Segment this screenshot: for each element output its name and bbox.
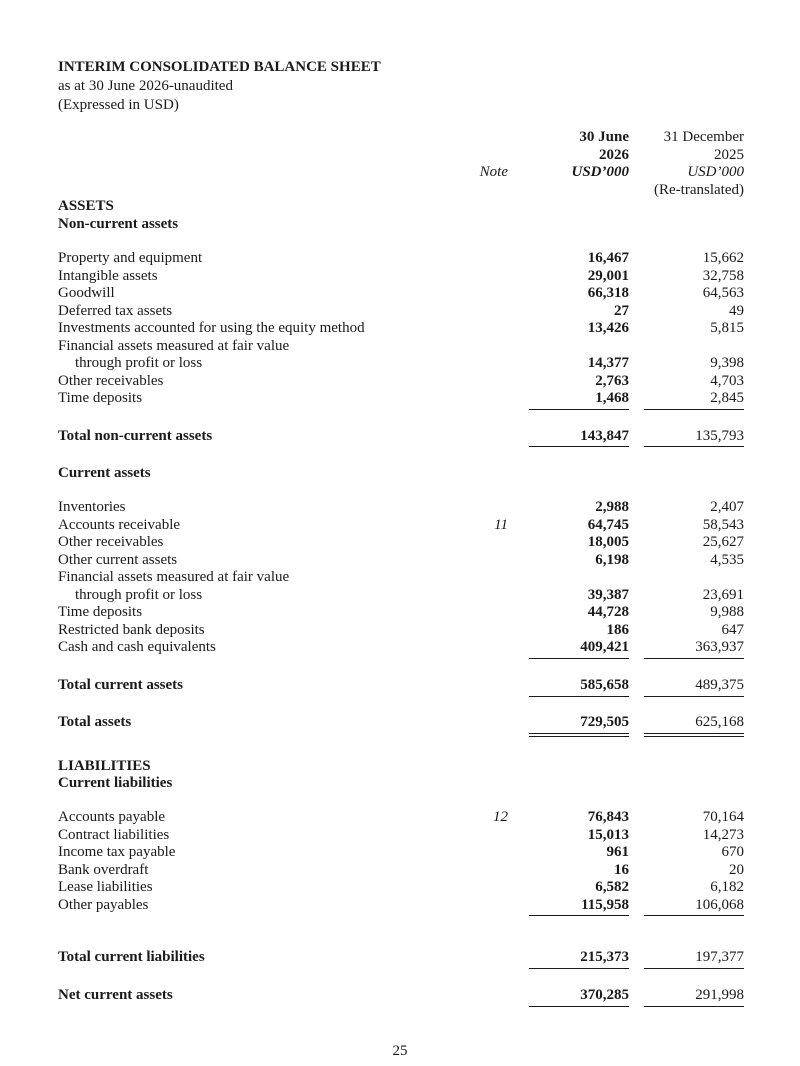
row-previous-value: 363,937 [695,639,744,655]
row-current-value: 1,468 [595,390,629,406]
row-current-value: 16,467 [587,250,629,266]
assets-heading: ASSETS [58,198,114,214]
row-note: 11 [494,516,508,533]
total-previous-value: 625,168 [695,714,744,730]
total-previous-value: 291,998 [695,987,744,1003]
table-row [58,879,744,897]
document-heading [58,58,381,115]
liabilities-heading: LIABILITIES [58,758,151,774]
row-previous-value: 58,543 [702,516,744,533]
row-previous-value: 670 [721,844,744,860]
row-label: Other current assets [58,551,178,568]
table-row [58,622,744,640]
subtotal-rule [529,409,629,410]
row-current-value: 64,745 [587,516,629,533]
current-assets-heading: Current assets [58,465,151,481]
total-previous-value: 197,377 [695,949,744,965]
current-period-line2: 2026 [599,146,629,163]
note-column-header: Note [479,164,508,180]
row-current-value: 39,387 [587,586,629,603]
table-row [58,639,744,657]
table-row [58,303,744,321]
table-row-label-line [58,338,744,356]
table-row [58,390,744,408]
row-current-value: 29,001 [587,267,629,284]
table-row [58,862,744,880]
total-label: Total assets [58,714,132,730]
table-row [58,552,744,570]
table-row [58,604,744,622]
row-current-value: 6,582 [595,879,629,895]
row-previous-value: 5,815 [710,320,744,336]
row-current-value: 27 [614,302,629,319]
table-row [58,809,744,827]
row-current-value: 2,763 [595,372,629,389]
row-previous-value: 106,068 [695,896,744,913]
statement-date: as at 30 June 2026-unaudited [58,78,233,94]
row-previous-value: 6,182 [710,879,744,895]
total-current-value: 215,373 [580,949,629,965]
row-current-value: 16 [614,861,629,878]
total-rule [644,968,744,969]
row-label: Accounts payable [58,809,166,825]
total-row [58,677,744,695]
row-current-value: 186 [606,621,629,638]
total-rule [644,1006,744,1007]
row-previous-value: 32,758 [702,267,744,284]
total-current-value: 143,847 [580,428,629,444]
row-previous-value: 49 [729,302,744,319]
previous-period-unit: USD’000 [687,164,744,180]
table-row [58,268,744,286]
row-label-continuation: through profit or loss [75,586,203,603]
current-liabilities-heading: Current liabilities [58,775,173,791]
table-row [58,827,744,845]
row-previous-value: 25,627 [702,534,744,550]
row-label: Financial assets measured at fair value [58,337,290,354]
row-current-value: 44,728 [587,604,629,620]
total-rule [644,696,744,697]
row-current-value: 409,421 [580,639,629,655]
double-rule [644,733,744,737]
table-row [58,320,744,338]
subtotal-rule [529,658,629,659]
table-row [58,534,744,552]
total-row [58,428,744,446]
double-rule [529,733,629,737]
row-label: Accounts receivable [58,516,181,533]
total-rule [644,446,744,447]
total-label: Total current liabilities [58,949,205,965]
row-previous-value: 15,662 [702,250,744,266]
table-row [58,897,744,915]
row-previous-value: 2,407 [710,499,744,515]
row-label: Lease liabilities [58,879,153,895]
row-label: Restricted bank deposits [58,621,205,638]
row-label: Time deposits [58,390,143,406]
row-current-value: 2,988 [595,499,629,515]
table-row [58,499,744,517]
row-previous-value: 14,273 [702,826,744,843]
total-row [58,949,744,967]
subtotal-rule [644,409,744,410]
row-label: Financial assets measured at fair value [58,569,290,585]
row-previous-value: 70,164 [702,809,744,825]
subtotal-rule [644,658,744,659]
row-previous-value: 23,691 [702,586,744,603]
row-current-value: 115,958 [581,896,629,913]
row-label: Goodwill [58,285,115,301]
row-current-value: 6,198 [595,551,629,568]
current-period-unit: USD’000 [571,164,629,180]
previous-period-line1: 31 December [663,129,744,145]
table-row [58,285,744,303]
row-label: Income tax payable [58,844,176,860]
table-row [58,517,744,535]
row-label: Other receivables [58,372,164,389]
table-row [58,250,744,268]
total-label: Net current assets [58,987,173,1003]
row-current-value: 15,013 [587,826,629,843]
statement-title: INTERIM CONSOLIDATED BALANCE SHEET [58,59,381,75]
row-label: Deferred tax assets [58,302,173,319]
row-note: 12 [493,809,508,825]
table-row [58,587,744,605]
table-row [58,844,744,862]
row-label: Time deposits [58,604,143,620]
row-label: Other receivables [58,534,164,550]
row-previous-value: 4,535 [710,551,744,568]
total-rule [529,696,629,697]
total-label: Total current assets [58,677,183,693]
row-label: Investments accounted for using the equity method [58,320,365,336]
row-previous-value: 2,845 [710,390,744,406]
table-row [58,373,744,391]
net-current-assets-row [58,987,744,1005]
subtotal-rule [529,915,629,916]
row-label: Property and equipment [58,250,203,266]
row-label-continuation: through profit or loss [75,355,203,371]
total-rule [529,1006,629,1007]
page-number: 25 [392,1043,408,1059]
total-rule [529,968,629,969]
previous-period-line2: 2025 [714,146,744,163]
table-row-label-line [58,569,744,587]
row-current-value: 961 [606,844,629,860]
row-label: Other payables [58,896,149,913]
row-current-value: 13,426 [587,320,629,336]
row-current-value: 14,377 [587,355,629,371]
row-previous-value: 20 [729,861,744,878]
total-label: Total non-current assets [58,428,213,444]
row-label: Intangible assets [58,267,158,284]
row-current-value: 76,843 [587,809,629,825]
current-period-line1: 30 June [579,129,629,145]
previous-period-column-header [644,129,744,199]
non-current-assets-heading: Non-current assets [58,216,179,232]
row-label: Contract liabilities [58,826,170,843]
row-current-value: 66,318 [587,285,629,301]
row-label: Inventories [58,499,126,515]
grand-total-row [58,714,744,732]
total-current-value: 370,285 [580,987,629,1003]
total-previous-value: 135,793 [695,428,744,444]
current-period-column-header [529,129,629,182]
row-previous-value: 4,703 [710,372,744,389]
row-previous-value: 64,563 [702,285,744,301]
table-row [58,355,744,373]
row-current-value: 18,005 [587,534,629,550]
total-current-value: 729,505 [580,714,629,730]
previous-period-note: (Re-translated) [654,181,744,198]
subtotal-rule [644,915,744,916]
total-rule [529,446,629,447]
total-previous-value: 489,375 [695,677,744,693]
row-previous-value: 9,398 [710,355,744,371]
row-previous-value: 647 [721,621,744,638]
currency-note: (Expressed in USD) [58,97,179,113]
row-label: Bank overdraft [58,861,149,878]
total-current-value: 585,658 [580,677,629,693]
row-previous-value: 9,988 [710,604,744,620]
row-label: Cash and cash equivalents [58,639,216,655]
